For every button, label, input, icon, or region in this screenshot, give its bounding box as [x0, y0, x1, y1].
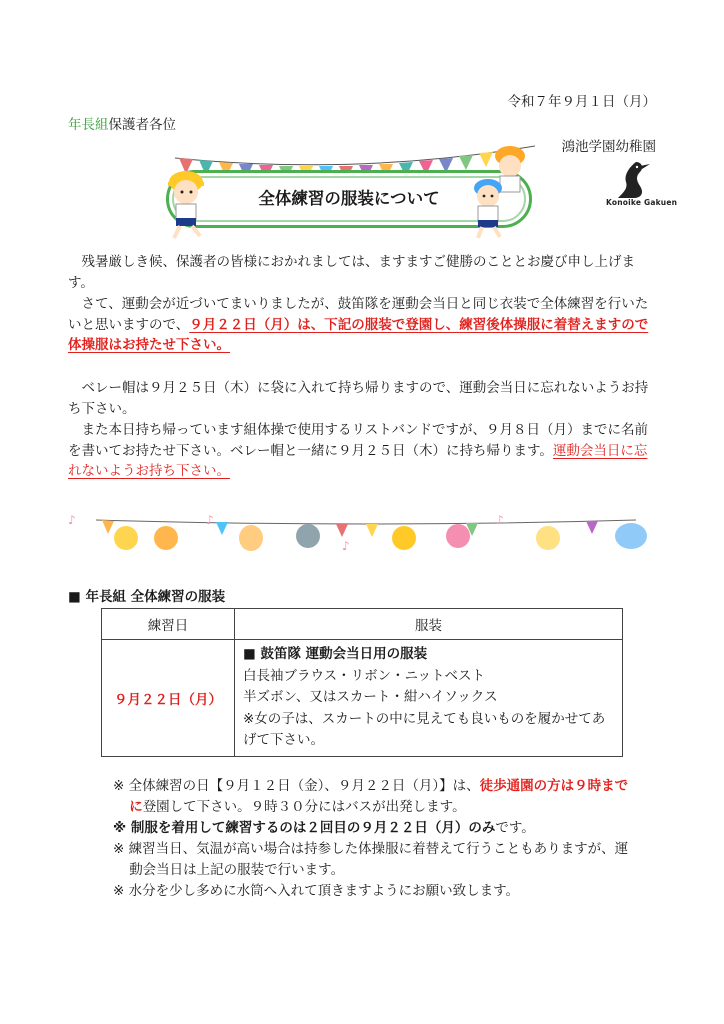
note-2-rest: です。 — [495, 820, 535, 836]
note-1 — [113, 776, 633, 818]
wristband-text: また本日持ち帰っています組体操で使用するリストバンドですが、９月８日（月）までに名前を書いてお持たせ下さい。ベレー帽と一緒に９月２５日（木）に持ち帰ります。 — [68, 422, 648, 459]
clothes-line-2: 半ズボン、又はスカート・紺ハイソックス — [243, 689, 498, 705]
school-name: 鴻池学園幼稚園 — [561, 139, 656, 155]
header-day: 練習日 — [102, 609, 235, 640]
notice-paragraph — [68, 294, 660, 356]
recipient-class: 年長組 — [68, 117, 109, 133]
wristband-highlight: 運動会当日に忘れないようお持ち下さい。 — [68, 442, 648, 479]
letter-date: 令和７年９月１日（月） — [507, 94, 656, 110]
beret-text: ベレー帽は９月２５日（木）に袋に入れて持ち帰りますので、運動会当日に忘れないようお持ち下さい。 — [68, 380, 649, 417]
note-4: ※ 水分を少し多めに水筒へ入れて頂きますようにお願い致します。 — [113, 883, 520, 899]
clothes-cell — [235, 640, 623, 757]
note-2-bold: ※ 制服を着用して練習するのは２回目の９月２２日（月）のみ — [113, 820, 496, 836]
practice-day: ９月２２日（月） — [102, 640, 235, 757]
beret-paragraph — [68, 378, 660, 419]
clothes-line-1: 白長袖ブラウス・リボン・ニットベスト — [243, 667, 486, 684]
note-1-highlight: 徒歩通園の方は９時までに — [129, 778, 629, 815]
animal-parade-illustration — [66, 510, 660, 556]
recipient — [68, 113, 176, 133]
greeting-text: 残暑厳しき候、保護者の皆様におかれましては、ますますご健勝のこととお慶び申し上げます。 — [68, 254, 635, 291]
children-right-illustration — [460, 140, 540, 240]
table-header-row — [102, 609, 623, 640]
notice-text: さて、運動会が近づいてまいりましたが、鼓笛隊を運動会当日と同じ衣装で全体練習を行いたいと思いますので、 — [68, 296, 649, 333]
wristband-paragraph — [68, 420, 660, 482]
child-left-illustration — [158, 160, 218, 240]
recipient-label: 保護者各位 — [108, 117, 176, 133]
uniform-table — [101, 608, 623, 757]
svg-text:♪: ♪ — [68, 513, 76, 527]
header-clothes: 服装 — [235, 609, 623, 640]
svg-text:♪: ♪ — [206, 513, 214, 527]
clothes-line-3: ※女の子は、スカートの中に見えても良いものを履かせてあげて下さい。 — [243, 710, 606, 748]
note-3: ※ 練習当日、気温が高い場合は持参した体操服に着替えて行うこともありますが、運動会当日は上記の服装で行います。 — [113, 841, 629, 878]
note-1-rest: 登園して下さい。９時３０分にはバスが出発します。 — [142, 799, 466, 815]
table-row — [102, 640, 623, 757]
notice-highlight: ９月２２日（月）は、下記の服装で登園し、練習後体操服に着替えますので体操服はお持たせ下さい。 — [68, 316, 649, 353]
svg-text:♪: ♪ — [496, 513, 504, 527]
svg-text:♪: ♪ — [342, 539, 350, 553]
greeting-paragraph — [68, 252, 660, 293]
logo-text: Konoike Gakuen — [606, 198, 678, 207]
notes-list — [113, 776, 633, 902]
section-title: ■ 年長組 全体練習の服装 — [68, 589, 226, 605]
clothes-heading: ■ 鼓笛隊 運動会当日用の服装 — [243, 646, 428, 662]
page-title: 全体練習の服装について — [258, 189, 440, 208]
note-2 — [113, 818, 633, 839]
note-1-text: ※ 全体練習の日【９月１２日（金）、９月２２日（月）】は、 — [113, 778, 480, 794]
